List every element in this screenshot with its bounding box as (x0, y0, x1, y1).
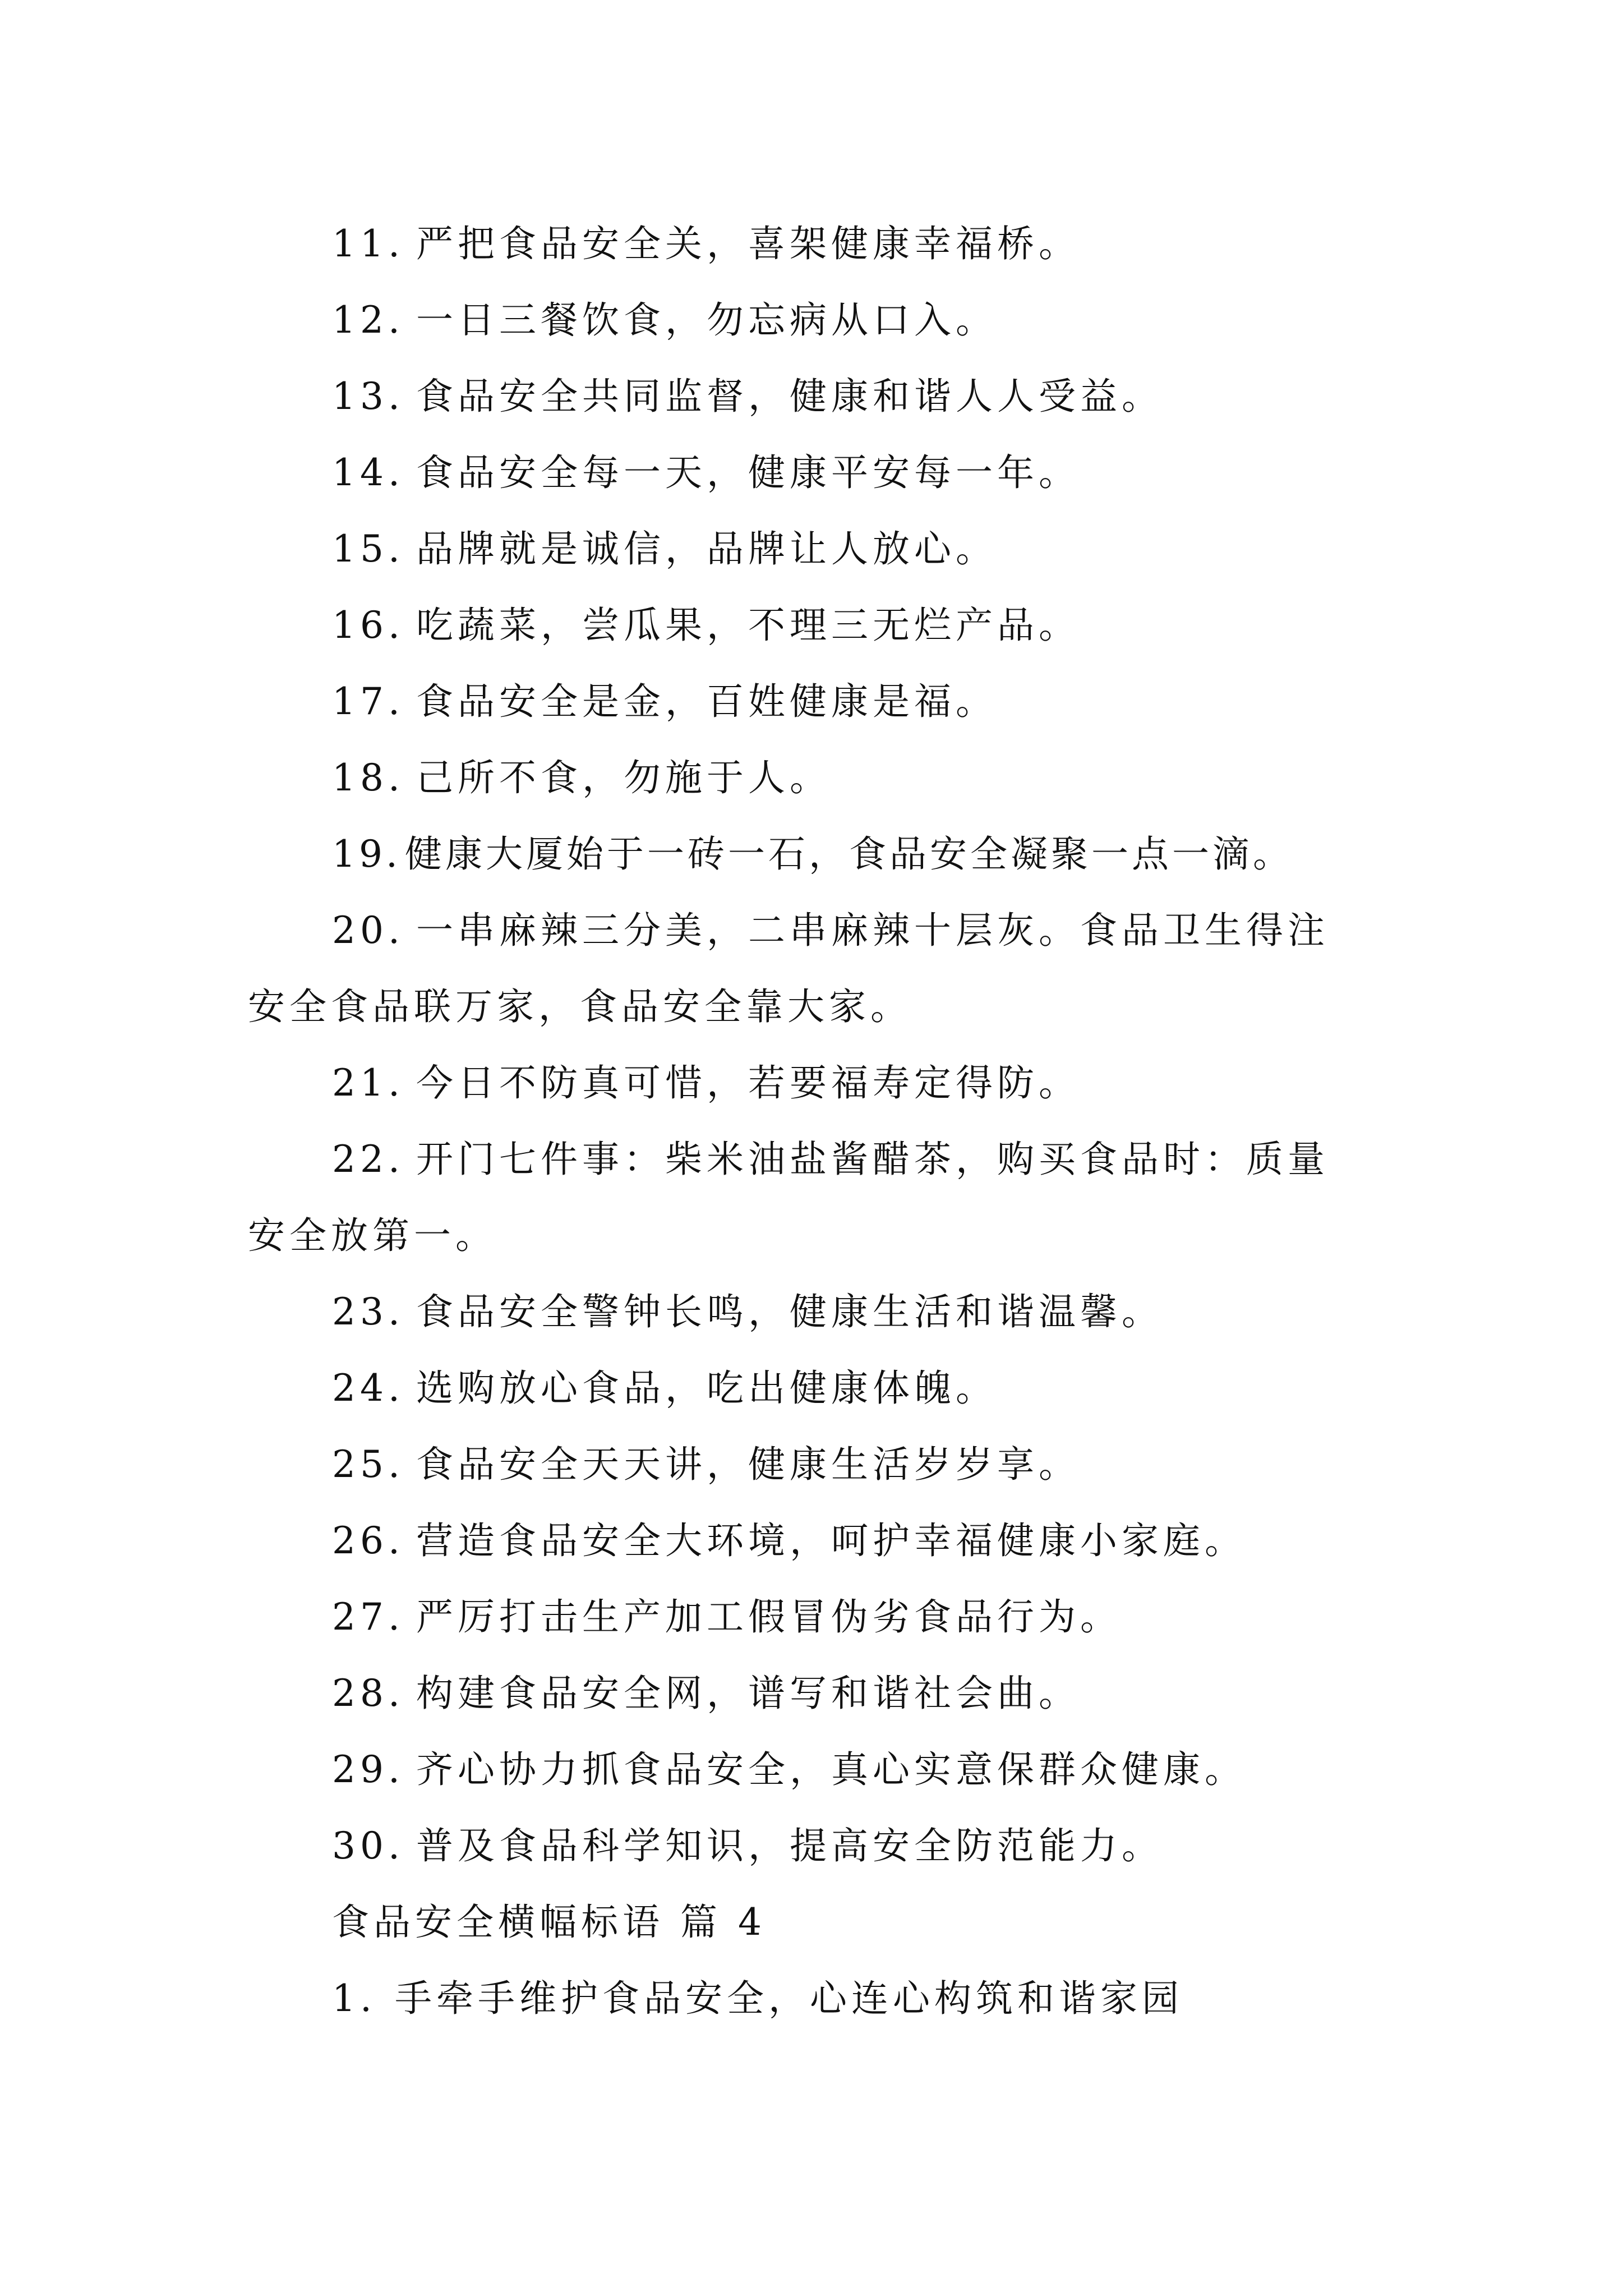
item-number: 27. (332, 1595, 404, 1639)
list-item (332, 527, 997, 572)
item-number: 18. (332, 756, 404, 799)
item-text: 严厉打击生产加工假冒伪劣食品行为。 (416, 1595, 1122, 1639)
item-text: 手牵手维护食品安全，心连心构筑和谐家园 (395, 1977, 1183, 2020)
list-item-continuation (248, 1213, 497, 1258)
list-item-continuation (248, 984, 912, 1029)
list-item (332, 756, 831, 800)
list-item (332, 832, 1293, 877)
list-item (332, 298, 997, 343)
list-item (332, 1671, 1080, 1716)
item-text: 今日不防真可惜，若要福寿定得防。 (416, 1061, 1080, 1105)
item-text: 一日三餐饮食，勿忘病从口入。 (416, 298, 997, 342)
item-text: 吃蔬菜，尝瓜果，不理三无烂产品。 (416, 604, 1080, 647)
item-text: 健康大厦始于一砖一石，食品安全凝聚一点一滴。 (405, 832, 1293, 876)
item-text: 食品安全天天讲，健康生活岁岁享。 (416, 1443, 1080, 1486)
list-item (332, 1137, 1329, 1182)
item-number: 25. (332, 1443, 404, 1486)
item-text: 食品安全每一天，健康平安每一年。 (416, 451, 1080, 494)
list-item (332, 374, 1163, 419)
item-number: 11. (332, 222, 404, 265)
item-number: 19. (332, 832, 401, 876)
list-item (332, 603, 1080, 648)
list-item (332, 1976, 1183, 2021)
item-text: 选购放心食品，吃出健康体魄。 (416, 1366, 997, 1410)
list-item (332, 1366, 997, 1411)
item-text: 普及食品科学知识，提高安全防范能力。 (416, 1824, 1163, 1867)
list-item (332, 1061, 1080, 1106)
item-number: 20. (332, 909, 404, 952)
item-number: 22. (332, 1138, 404, 1181)
item-text: 构建食品安全网，谱写和谐社会曲。 (416, 1672, 1080, 1715)
item-text: 食品安全是金，百姓健康是福。 (416, 680, 997, 723)
list-item (332, 1595, 1122, 1640)
item-text: 己所不食，勿施于人。 (416, 756, 831, 799)
item-number: 26. (332, 1519, 404, 1562)
list-item (332, 1747, 1246, 1792)
item-number: 28. (332, 1672, 404, 1715)
item-text: 食品安全共同监督，健康和谐人人受益。 (416, 375, 1163, 418)
item-number: 24. (332, 1366, 404, 1410)
item-text: 品牌就是诚信，品牌让人放心。 (416, 527, 997, 570)
section-heading: 食品安全横幅标语 篇 4 (332, 1901, 766, 1944)
list-item (332, 450, 1080, 495)
list-item (332, 1442, 1080, 1487)
list-item (332, 679, 997, 724)
item-text: 营造食品安全大环境，呵护幸福健康小家庭。 (416, 1519, 1246, 1562)
list-item (332, 222, 1080, 266)
item-number: 1. (332, 1977, 376, 2020)
item-number: 23. (332, 1290, 404, 1333)
item-text: 安全放第一。 (248, 1214, 497, 1257)
list-item (332, 1290, 1163, 1335)
item-text: 齐心协力抓食品安全，真心实意保群众健康。 (416, 1748, 1246, 1791)
item-text: 一串麻辣三分美，二串麻辣十层灰。食品卫生得注 (416, 909, 1329, 952)
list-item (332, 1519, 1246, 1563)
item-number: 29. (332, 1748, 404, 1791)
item-number: 13. (332, 375, 404, 418)
item-number: 12. (332, 298, 404, 342)
item-text: 食品安全警钟长鸣，健康生活和谐温馨。 (416, 1290, 1163, 1333)
item-number: 14. (332, 451, 404, 494)
list-item (332, 1824, 1163, 1869)
item-text: 严把食品安全关，喜架健康幸福桥。 (416, 222, 1080, 265)
item-number: 21. (332, 1061, 404, 1105)
item-text: 安全食品联万家，食品安全靠大家。 (248, 985, 912, 1028)
item-number: 17. (332, 680, 404, 723)
item-number: 16. (332, 604, 404, 647)
item-number: 30. (332, 1824, 404, 1867)
item-text: 开门七件事：柴米油盐酱醋茶，购买食品时：质量 (416, 1138, 1329, 1181)
item-number: 15. (332, 527, 404, 570)
list-item (332, 908, 1329, 953)
